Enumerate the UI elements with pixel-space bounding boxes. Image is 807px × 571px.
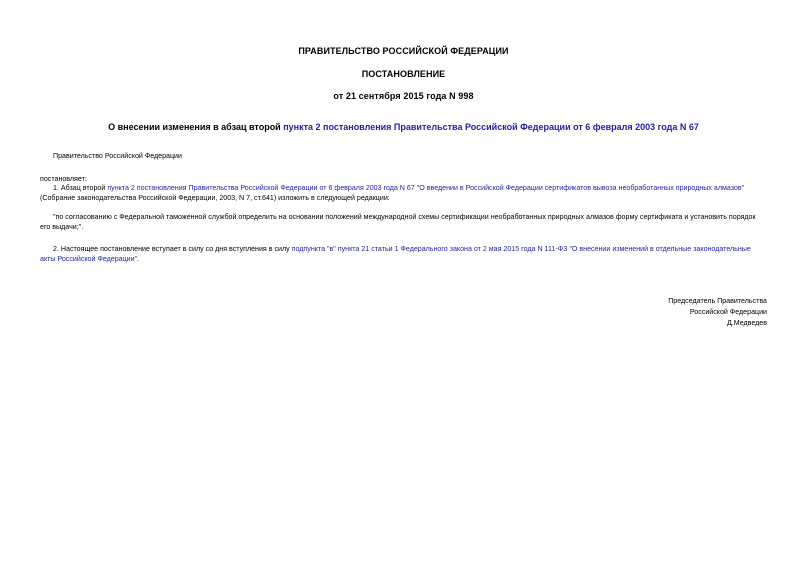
item-1-link-resolution[interactable]: пункта 2 постановления Правительства Российской Федерации от 6 февраля 2003 года N 67 xyxy=(107,184,415,192)
quote-line-1: "по согласованию с Федеральной таможенной службой определить на основании положений международной схемы сертификации необработанных природных алмазов форму сертификата и установить порядок xyxy=(53,213,756,221)
document-type: ПОСТАНОВЛЕНИЕ xyxy=(361,69,446,79)
item-2-text: 2. Настоящее постановление вступает в силу со дня вступления в силу xyxy=(53,245,292,253)
quote-line-2: его выдачи;". xyxy=(40,223,84,231)
item-2-line-2 xyxy=(40,254,139,264)
signature-name: Д.Медведев xyxy=(726,319,767,327)
document-title xyxy=(0,122,807,132)
item-1-line-2: (Собрание законодательства Российской Федерации, 2003, N 7, ст.641) изложить в следующей редакции: xyxy=(40,194,390,202)
government-line: Правительство Российской Федерации xyxy=(53,152,182,160)
signature-country: Российской Федерации xyxy=(689,308,767,316)
item-1-line-1 xyxy=(53,183,744,193)
item-2-link-law[interactable]: подпункта "в" пункта 21 статьи 1 Федерального закона от 2 мая 2015 года N 111-ФЗ xyxy=(291,245,568,253)
signature-block xyxy=(668,296,767,329)
title-link[interactable]: пункта 2 постановления Правительства Российской Федерации от 6 февраля 2003 года N 67 xyxy=(283,122,699,132)
document-date-number: от 21 сентября 2015 года N 998 xyxy=(333,91,474,101)
item-1-text: 1. Абзац второй xyxy=(53,184,108,192)
item-2-line-1 xyxy=(53,244,751,254)
resolves-line: постановляет: xyxy=(40,175,87,183)
item-2-end: . xyxy=(137,255,140,263)
item-2-link-title-part1[interactable]: "О внесении изменений в отдельные законодательные xyxy=(569,245,751,253)
title-text: О внесении изменения в абзац второй xyxy=(108,122,284,132)
government-heading: ПРАВИТЕЛЬСТВО РОССИЙСКОЙ ФЕДЕРАЦИИ xyxy=(298,46,509,56)
signature-title: Председатель Правительства xyxy=(668,297,767,305)
item-1-link-title[interactable]: "О введении в Российской Федерации сертификатов вывоза необработанных природных алмазов" xyxy=(416,184,745,192)
item-2-link-title-part2[interactable]: акты Российской Федерации" xyxy=(40,255,138,263)
